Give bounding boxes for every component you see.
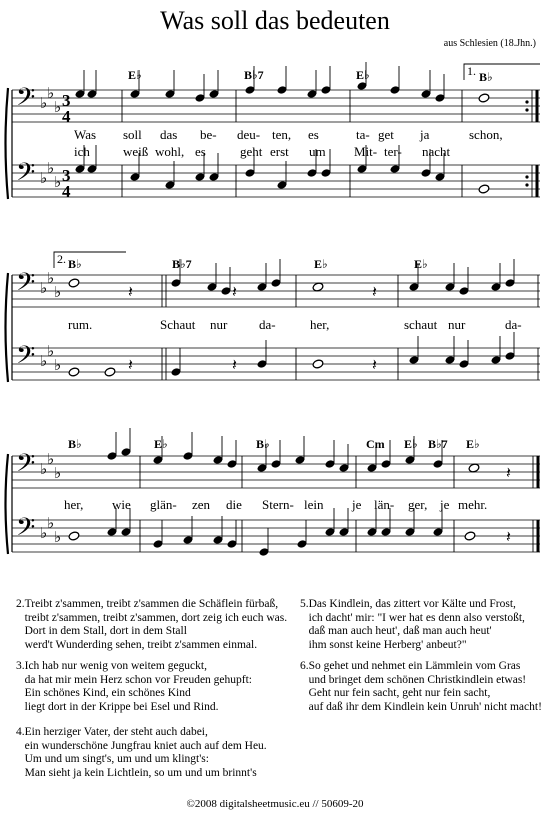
- half-note: [68, 531, 80, 541]
- svg-text:♭: ♭: [47, 86, 55, 102]
- half-note: [478, 93, 490, 103]
- lyric: je: [440, 497, 450, 512]
- copyright-footer: ©2008 digitalsheetmusic.eu // 50609-20: [186, 798, 364, 810]
- svg-text:♭: ♭: [40, 462, 48, 478]
- svg-text:♭: ♭: [54, 285, 62, 301]
- half-note: [68, 367, 80, 377]
- lyric: je: [352, 497, 362, 512]
- quarter-rest-icon: 𝄽: [372, 357, 377, 374]
- chord-symbol: B♭7: [244, 68, 264, 82]
- svg-text:♭: ♭: [47, 452, 55, 468]
- chord-symbol: B♭: [68, 437, 82, 451]
- chord-symbol: B♭: [256, 437, 270, 451]
- lyric: glän-: [150, 497, 177, 512]
- svg-text:♭: ♭: [54, 100, 62, 116]
- lyric: ten,: [272, 127, 292, 142]
- half-note: [312, 282, 324, 292]
- svg-text:♭: ♭: [40, 96, 48, 112]
- lyric: es: [308, 127, 319, 142]
- quarter-rest-icon: 𝄽: [232, 357, 237, 374]
- lyric: Was: [74, 127, 97, 142]
- lyric: nur: [210, 317, 228, 332]
- svg-text:♭: ♭: [40, 171, 48, 187]
- lyric: län-: [374, 497, 395, 512]
- lyric: ter-: [384, 144, 402, 159]
- svg-text:♭: ♭: [40, 281, 48, 297]
- quarter-rest-icon: 𝄽: [232, 284, 237, 301]
- svg-text:♭: ♭: [47, 161, 55, 177]
- svg-text:♭: ♭: [40, 526, 48, 542]
- chord-symbol: B♭: [479, 70, 493, 84]
- verse-5: 5.Das Kindlein, das zittert vor Kälte und Frost, ich dacht' mir: "I wer hat es denn also verstoßt, daß man auch heut', daß man auch heut' ihm sonst keine Herberg' anbeut?": [300, 598, 525, 651]
- chord-symbol: E♭: [356, 68, 370, 82]
- lyric: ja: [420, 127, 430, 142]
- lyric: Mit-: [354, 144, 378, 159]
- lyric: Schaut: [160, 317, 196, 332]
- lyric: mehr.: [458, 497, 488, 512]
- lyric: weiß: [123, 144, 149, 159]
- lyric: da-: [259, 317, 276, 332]
- lyric: lein: [304, 497, 324, 512]
- verse-2: 2.Treibt z'sammen, treibt z'sammen die Schäflein fürbaß, treibt z'sammen, treibt z'sammen, dort zeig ich euch was. Dort in dem Stall, dort in dem Stall werd't Wunderding sehen, treibt z'sammen einmal.: [16, 598, 288, 651]
- svg-text:♭: ♭: [47, 344, 55, 360]
- verse-4: 4.Ein herziger Vater, der steht auch dabei, ein wunderschöne Jungfrau kniet auch auf dem Heu. Um und um singt's, um und um klingt's: Man sieht ja kein Lichtlein, so um und um brinnt's: [16, 726, 267, 779]
- bass-clef-icon: 𝄢: [16, 159, 36, 192]
- chord-symbol: E♭: [128, 68, 142, 82]
- lyric: schaut: [404, 317, 438, 332]
- bass-clef-icon: 𝄢: [16, 84, 36, 117]
- verse-3: 3.Ich hab nur wenig von weitem geguckt, da hat mir mein Herz schon vor Freuden gehupft: Ein schönes Kind, ein schönes Kind liegt dort in der Krippe bei Esel und Rind.: [16, 660, 253, 713]
- lyric: die: [226, 497, 242, 512]
- svg-text:♭: ♭: [54, 175, 62, 191]
- lyric: deu-: [237, 127, 261, 142]
- half-note: [312, 359, 324, 369]
- bass-clef-icon: 𝄢: [16, 450, 36, 483]
- svg-text:4: 4: [62, 107, 71, 126]
- chord-symbol: E♭: [314, 257, 328, 271]
- lyric: das: [160, 127, 178, 142]
- lyric: Stern-: [262, 497, 294, 512]
- lyric: her,: [310, 317, 330, 332]
- chord-symbol: E♭: [404, 437, 418, 451]
- chord-symbol: E♭: [414, 257, 428, 271]
- chord-symbol: B♭7: [172, 257, 192, 271]
- svg-text:3: 3: [62, 91, 71, 110]
- lyric: da-: [505, 317, 522, 332]
- quarter-rest-icon: 𝄽: [128, 284, 133, 301]
- svg-text:♭: ♭: [47, 271, 55, 287]
- svg-text:♭: ♭: [40, 354, 48, 370]
- lyric: nacht: [422, 144, 451, 159]
- bass-clef-icon: 𝄢: [16, 269, 36, 302]
- half-note: [68, 278, 80, 288]
- lyric: erst: [270, 144, 289, 159]
- verse-6: 6.So gehet und nehmet ein Lämmlein vom Gras und bringet dem schönen Christkindlein etwas! Geht nur fein sacht, geht nur fein sacht, auf daß ihr dem Kindlein kein Unruh' nicht macht!: [300, 660, 542, 713]
- quarter-rest-icon: 𝄽: [506, 529, 511, 546]
- bass-clef-icon: 𝄢: [16, 514, 36, 547]
- chord-symbol: E♭: [154, 437, 168, 451]
- chord-symbol: B♭7: [428, 437, 448, 451]
- lyric: nur: [448, 317, 466, 332]
- lyric: zen: [192, 497, 211, 512]
- half-note: [468, 463, 480, 473]
- lyric: get: [378, 127, 394, 142]
- lyric: wie: [112, 497, 131, 512]
- lyric: um: [309, 144, 326, 159]
- svg-text:♭: ♭: [54, 358, 62, 374]
- lyric: ta-: [356, 127, 370, 142]
- chord-symbol: B♭: [68, 257, 82, 271]
- half-note: [478, 184, 490, 194]
- lyric: wohl,: [155, 144, 185, 159]
- svg-text:4: 4: [62, 182, 71, 201]
- quarter-rest-icon: 𝄽: [506, 465, 511, 482]
- svg-text:♭: ♭: [54, 466, 62, 482]
- volta-1-label: 1.: [467, 64, 476, 78]
- half-note: [104, 367, 116, 377]
- lyric: es: [195, 144, 206, 159]
- lyric: ger,: [408, 497, 428, 512]
- lyric: rum.: [68, 317, 93, 332]
- half-note: [464, 531, 476, 541]
- lyric: ich: [74, 144, 90, 159]
- song-title: Was soll das bedeuten: [160, 6, 390, 35]
- lyric: geht: [240, 144, 263, 159]
- quarter-rest-icon: 𝄽: [128, 357, 133, 374]
- quarter-rest-icon: 𝄽: [372, 284, 377, 301]
- volta-2-label: 2.: [57, 252, 66, 266]
- chord-symbol: E♭: [466, 437, 480, 451]
- song-origin: aus Schlesien (18.Jhn.): [443, 38, 536, 49]
- lyric: her,: [64, 497, 84, 512]
- lyric: soll: [123, 127, 142, 142]
- svg-text:3: 3: [62, 166, 71, 185]
- lyric: be-: [200, 127, 217, 142]
- chord-symbol: Cm: [366, 437, 385, 451]
- svg-text:♭: ♭: [47, 516, 55, 532]
- svg-text:♭: ♭: [54, 530, 62, 546]
- lyric: schon,: [469, 127, 503, 142]
- bass-clef-icon: 𝄢: [16, 342, 36, 375]
